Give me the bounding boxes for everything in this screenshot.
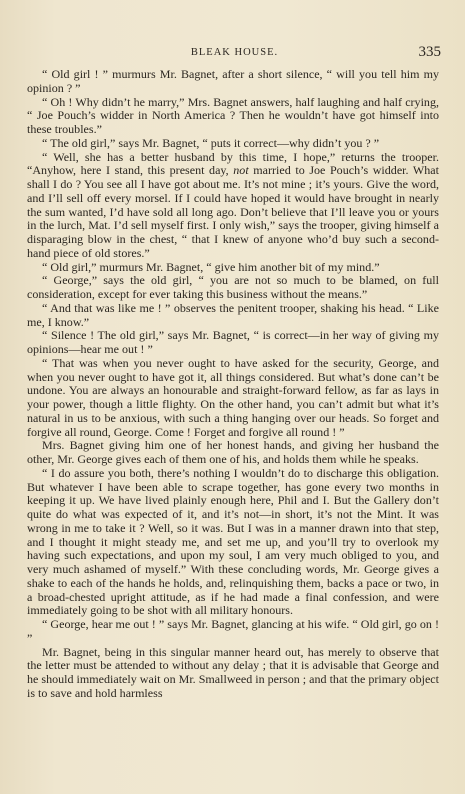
paragraph: “ George,” says the old girl, “ you are not so much to be blamed, on full consideration, except for ever taking this business without the means.” [27, 273, 439, 301]
paragraph: Mrs. Bagnet giving him one of her honest hands, and giving her husband the other, Mr. George gives each of them one of his, and holds them while he speaks. [27, 438, 439, 466]
paragraph: “ And that was like me ! ” observes the penitent trooper, shaking his head. “ Like me, I know.” [27, 300, 439, 329]
paragraph: Mr. Bagnet, being in this singular manner heard out, has merely to observe that the letter must be attended to without any delay ; that it is advisable that George and he should immediately wait on Mr. Smallweed in person ; and that the primary object is to save and hold harmless [27, 644, 439, 700]
paragraph: “ Oh ! Why didn’t he marry,” Mrs. Bagnet answers, half laughing and half crying, “ Joe Pouch’s widder in North America ? Then he wouldn’t have got himself into these troubles.” [27, 94, 439, 136]
paragraph: “ Well, she has a better husband by this time, I hope,” returns the trooper. “Anyhow, here I stand, this present day, not married to Joe Pouch’s widder. What shall I do ? You see all I have got about me. It’s not mine ; it’s yours. Give the word, and I’ll sell off every morsel. If I could have hoped it would have brought in nearly the sum wanted, I’d have sold all long ago. Don’t believe that I’ll leave you or yours in the lurch, Mat. I’d sell myself first. I only wish,” says the trooper, giving himself a disparaging blow in the chest, “ that I knew of anyone who’d buy such a second-hand piece of old stores.” [27, 149, 440, 260]
paragraph: “ I do assure you both, there’s nothing I wouldn’t do to discharge this obligation. But whatever I have been able to scrape together, has gone every two months in keeping it up. We have lived plainly enough here, Phil and I. But the Gallery don’t quite do what was expected of it, and it’s not—in short, it’s not the Mint. It was wrong in me to take it ? Well, so it was. But I was in a manner drawn into that step, and I thought it might steady me, and set me up, and you’ll try to overlook my having such expectations, and upon my soul, I am very much obliged to you, and very much ashamed of myself.” With these concluding words, Mr. George gives a shake to each of the hands he holds, and, relinquishing them, backs a pace or two, in a broad-chested upright attitude, as if he had made a final confession, and were immediately going to be shot with all military honours. [27, 465, 439, 618]
paragraph: “ Old girl ! ” murmurs Mr. Bagnet, after a short silence, “ will you tell him my opinion ? ” [27, 67, 439, 95]
emphasis: not [233, 163, 249, 178]
page-header [28, 44, 441, 62]
paragraph: “ George, hear me out ! ” says Mr. Bagnet, glancing at his wife. “ Old girl, go on ! ” [27, 617, 439, 645]
page-number: 335 [418, 44, 441, 60]
paragraph: “ Old girl,” murmurs Mr. Bagnet, “ give him another bit of my mind.” [42, 259, 380, 274]
page-body [27, 68, 439, 701]
running-title: BLEAK HOUSE. [190, 47, 279, 58]
paragraph: “ Silence ! The old girl,” says Mr. Bagnet, “ is correct—in her way of giving my opinions—hear me out ! ” [27, 328, 439, 356]
paragraph: “ The old girl,” says Mr. Bagnet, “ puts it correct—why didn’t you ? ” [42, 135, 380, 150]
paragraph: “ That was when you never ought to have asked for the security, George, and when you never ought to have got it, all things considered. But what’s done can’t be undone. You are always an honourable and straight-forward fellow, as far as lays in your power, though a little flighty. On the other hand, you can’t admit but what it’s natural in us to be anxious, with such a thing hanging over our heads. So forget and forgive all round, George. Come ! Forget and forgive all round ! ” [27, 355, 439, 439]
